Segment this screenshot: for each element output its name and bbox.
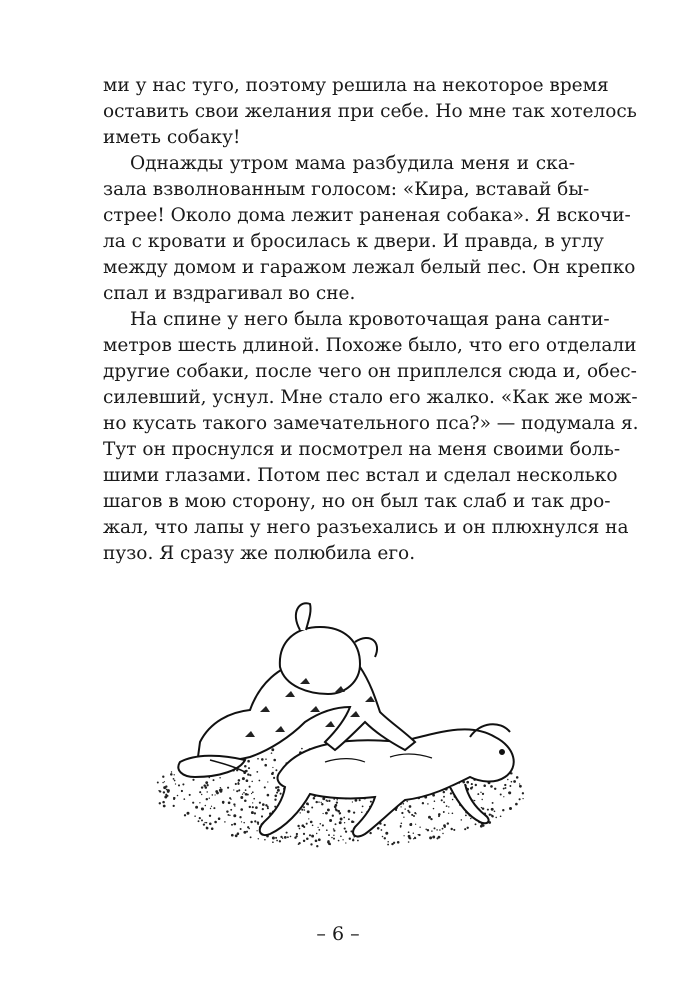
text-line: другие собаки, после чего он приплелся сюда и, обес- xyxy=(103,361,637,382)
text-line: силевший, уснул. Мне стало его жалко. «Как же мож- xyxy=(103,387,638,408)
girl-petting-dog-drawing xyxy=(150,572,530,872)
text-line: иметь собаку! xyxy=(103,127,241,148)
illustration-girl-with-dog xyxy=(150,572,530,872)
text-line: шими глазами. Потом пес встал и сделал несколько xyxy=(103,465,618,486)
text-line: оставить свои желания при себе. Но мне так хотелось xyxy=(103,101,637,122)
text-line: Однажды утром мама разбудила меня и ска- xyxy=(130,153,575,174)
dog-figure xyxy=(260,724,514,836)
page-number: – 6 – xyxy=(316,923,360,945)
text-line: зала взволнованным голосом: «Кира, вставай бы- xyxy=(103,179,590,200)
body-text xyxy=(103,73,639,567)
text-line: между домом и гаражом лежал белый пес. Он крепко xyxy=(103,257,636,278)
text-line: жал, что лапы у него разъехались и он плюхнулся на xyxy=(103,517,629,538)
text-line: метров шесть длиной. Похоже было, что его отделали xyxy=(103,335,637,356)
text-line: ми у нас туго, поэтому решила на некоторое время xyxy=(103,75,609,96)
text-line: спал и вздрагивал во сне. xyxy=(103,283,356,304)
text-line: шагов в мою сторону, но он был так слаб и так дро- xyxy=(103,491,611,512)
text-line: пузо. Я сразу же полюбила его. xyxy=(103,543,416,564)
text-line: ла с кровати и бросилась к двери. И правда, в углу xyxy=(103,231,604,252)
text-line: но кусать такого замечательного пса?» — подумала я. xyxy=(103,413,639,434)
text-line: стрее! Около дома лежит раненая собака». Я вскочи- xyxy=(103,205,631,226)
text-line: Тут он проснулся и посмотрел на меня своими боль- xyxy=(103,439,621,460)
text-line: На спине у него была кровоточащая рана санти- xyxy=(130,309,610,330)
